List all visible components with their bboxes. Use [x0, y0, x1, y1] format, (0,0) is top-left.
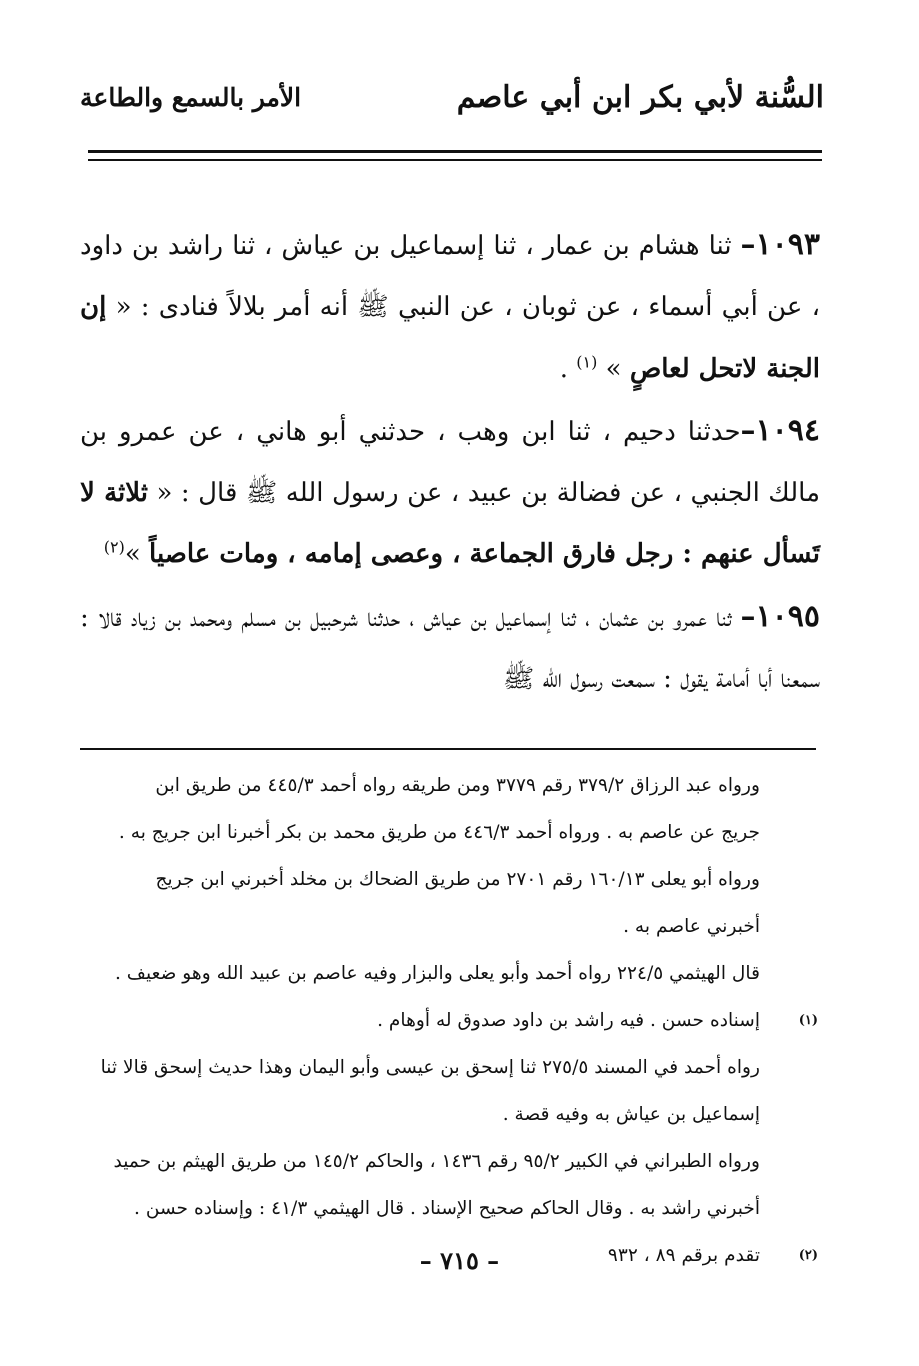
hadith-matn: ثلاثة لا تَسأل عنهم : رجل فارق الجماعة ، وعصى إمامه ، ومات عاصياً: [80, 478, 820, 570]
footnote-separator: [80, 748, 816, 750]
running-header: [80, 80, 824, 115]
footnote-text: رواه أحمد في المسند ٢٧٥/٥ ثنا إسحق بن عيسى وأبو اليمان وهذا حديث إسحق قالا ثنا: [100, 1057, 760, 1078]
page-number: – ٧١٥ –: [419, 1246, 500, 1275]
footnote-line: [80, 1138, 818, 1185]
hadith-text: ثنا هشام بن عمار ، ثنا إسماعيل بن عياش ، ثنا راشد بن داود ، عن أبي أسماء ، عن ثوبان ، عن النبي ﷺ أنه أمر بلالاً فنادى : «: [80, 231, 820, 323]
footnotes: [80, 762, 818, 1279]
hadith-text-end: .: [559, 353, 577, 384]
footnote-text: أخبرني راشد به . وقال الحاكم صحيح الإسناد . قال الهيثمي ٤١/٣ : وإسناده حسن .: [134, 1198, 760, 1219]
footnote-line: [80, 950, 818, 997]
header-rule-thick: [88, 150, 822, 153]
footnote-text: إسماعيل بن عياش به وفيه قصة .: [502, 1104, 760, 1125]
hadith-dash: –: [740, 598, 756, 634]
footnote-line: [80, 997, 818, 1044]
hadith-text-close: »: [597, 353, 630, 384]
footnote-line: [80, 762, 818, 809]
footnote-line: [80, 809, 818, 856]
footnote-line: [80, 1091, 818, 1138]
footnote-line: [80, 1185, 818, 1232]
footnote-ref: (٢): [103, 537, 125, 557]
hadith-matn: إن الجنة لاتحل لعاصٍ: [80, 292, 820, 384]
hadith-1094: [80, 400, 820, 586]
hadith-text: ثنا عمرو بن عثمان ، ثنا إسماعيل بن عياش ، حدثنا شرحبيل بن مسلم ومحمد بن زياد قالا : سمعنا أبا أمامة يقول : سمعت رسول الله ﷺ: [80, 602, 820, 695]
footnote-text: جريج عن عاصم به . ورواه أحمد ٤٤٦/٣ من طريق محمد بن بكر أخبرنا ابن جريج به .: [118, 822, 760, 843]
chapter-title: الأمر بالسمع والطاعة: [80, 83, 302, 112]
footnote-marker: (١): [798, 1013, 818, 1028]
footnote-ref: (١): [576, 351, 598, 371]
footnote-line: [80, 1044, 818, 1091]
hadith-text-close: »: [124, 539, 150, 570]
hadith-1093: [80, 214, 820, 400]
footnote-line: [80, 903, 818, 950]
footnote-text: ورواه أبو يعلى ١٦٠/١٣ رقم ٢٧٠١ من طريق الضحاك بن مخلد أخبرني ابن جريج: [155, 869, 760, 890]
hadith-number: ١٠٩٤: [755, 412, 820, 448]
footnote-text: قال الهيثمي ٢٢٤/٥ رواه أحمد وأبو يعلى والبزار وفيه عاصم بن عبيد الله وهو ضعيف .: [114, 963, 760, 984]
book-title: السُّنة لأبي بكر ابن أبي عاصم: [456, 80, 824, 115]
footnote-text: إسناده حسن . فيه راشد بن داود صدوق له أوهام .: [377, 1010, 760, 1031]
header-rule-thin: [88, 159, 822, 161]
hadith-number: ١٠٩٥: [755, 598, 820, 634]
hadith-number: ١٠٩٣: [755, 227, 820, 262]
footnote-text: أخبرني عاصم به .: [623, 916, 760, 937]
footnote-line: [80, 856, 818, 903]
hadith-1095: [80, 586, 820, 711]
footnote-text: ورواه عبد الرزاق ٣٧٩/٢ رقم ٣٧٧٩ ومن طريقه رواه أحمد ٤٤٥/٣ من طريق ابن: [155, 775, 760, 796]
footnote-text: تقدم برقم ٨٩ ، ٩٣٢: [607, 1245, 760, 1266]
hadith-dash: –: [740, 412, 756, 448]
hadith-text: حدثنا دحيم ، ثنا ابن وهب ، حدثني أبو هاني ، عن عمرو بن مالك الجنبي ، عن فضالة بن عبيد ، عن رسول الله ﷺ قال : «: [80, 416, 820, 509]
main-text: [80, 214, 820, 710]
footnote-text: ورواه الطبراني في الكبير ٩٥/٢ رقم ١٤٣٦ ، والحاكم ١٤٥/٢ من طريق الهيثم بن حميد: [113, 1151, 760, 1172]
footnote-marker: (٢): [798, 1248, 818, 1263]
hadith-dash: –: [740, 227, 756, 262]
